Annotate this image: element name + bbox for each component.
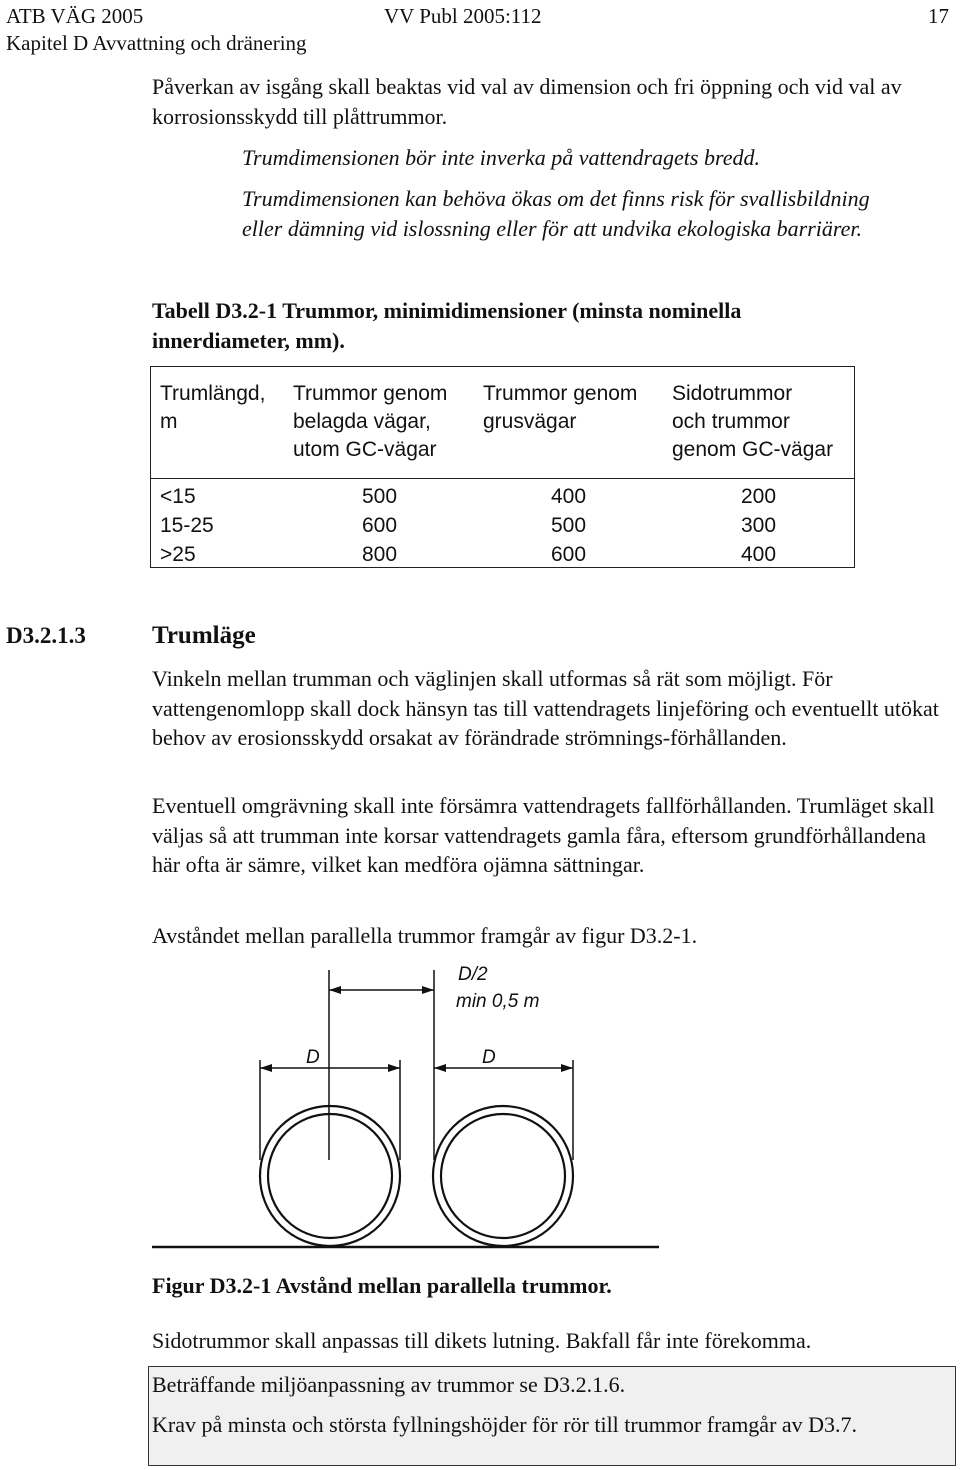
header-publication: VV Publ 2005:112 [384, 4, 542, 28]
table-cell: 500 [362, 485, 398, 508]
pipe-right-inner [441, 1114, 565, 1238]
table-cell: 600 [551, 543, 587, 566]
section-paragraph-2: Eventuell omgrävning skall inte försämra vattendragets fallförhållanden. Trumläget skall väljas så att trumman inte korsar vattendragets gamla fåra, eftersom grundförhållandena här ofta är sämre, vilket kan medföra ojämna sättningar. [152, 793, 935, 877]
header-title: ATB VÄG 2005 [6, 4, 144, 28]
section-number: D3.2.1.3 [6, 623, 86, 648]
pipe-right-outer [433, 1106, 573, 1246]
section-paragraph-3: Avståndet mellan parallella trummor framgår av figur D3.2-1. [152, 923, 698, 948]
table-cell: <15 [160, 485, 196, 508]
page-number: 17 [928, 4, 949, 28]
arrowhead [422, 986, 434, 994]
table-header-4: Sidotrummor och trummor genom GC-vägar [672, 382, 834, 461]
note-1: Beträffande miljöanpassning av trummor se D3.2.1.6. [152, 1372, 626, 1397]
figure-caption: Figur D3.2-1 Avstånd mellan parallella trummor. [152, 1273, 612, 1298]
pipe-left-inner [268, 1114, 392, 1238]
header-chapter: Kapitel D Avvattning och dränering [6, 31, 307, 55]
note-2: Krav på minsta och största fyllningshöjder för rör till trummor framgår av D3.7. [152, 1412, 858, 1437]
table-cell: 400 [741, 543, 777, 566]
table-cell: 400 [551, 485, 587, 508]
italic-note-1: Trumdimensionen bör inte inverka på vattendragets bredd. [242, 145, 760, 170]
after-paragraph: Sidotrummor skall anpassas till dikets lutning. Bakfall får inte förekomma. [152, 1328, 812, 1353]
table-header-3: Trummor genom grusvägar [483, 382, 638, 433]
table-cell: 15-25 [160, 514, 214, 537]
table-header-1: Trumlängd, m [160, 382, 266, 433]
pipe-left-outer [260, 1106, 400, 1246]
table-header-2: Trummor genom belagda vägar, utom GC-vägar [293, 382, 448, 461]
table-cell: 600 [362, 514, 398, 537]
table-cell: >25 [160, 543, 196, 566]
table-cell: 500 [551, 514, 587, 537]
arrowhead [434, 1064, 446, 1072]
arrowhead [561, 1064, 573, 1072]
intro-paragraph: Påverkan av isgång skall beaktas vid val av dimension och fri öppning och vid val av korrosionsskydd till plåttrummor. [152, 74, 902, 129]
table-cell: 800 [362, 543, 398, 566]
table-caption: Tabell D3.2-1 Trummor, minimidimensioner (minsta nominella innerdiameter, mm). [152, 298, 742, 353]
figure-label-spacing: D/2 [458, 964, 488, 985]
table-cell: 300 [741, 514, 777, 537]
arrowhead [388, 1064, 400, 1072]
section-paragraph-1: Vinkeln mellan trumman och väglinjen skall utformas så rät som möjligt. För vattengenomlopp skall dock hänsyn tas till vattendragets linjeföring och eventuellt utökat behov av erosionsskydd orsakat av förändrade strömnings-förhållanden. [152, 666, 939, 750]
arrowhead [329, 986, 341, 994]
figure-label-min: min 0,5 m [456, 991, 540, 1012]
figure-label-d-right: D [482, 1047, 496, 1068]
arrowhead [260, 1064, 272, 1072]
table-cell: 200 [741, 485, 777, 508]
italic-note-2: Trumdimensionen kan behöva ökas om det finns risk för svallisbildning eller dämning vid islossning eller för att undvika ekologiska barriärer. [242, 186, 870, 241]
section-title: Trumläge [152, 622, 256, 649]
figure-label-d-left: D [306, 1047, 320, 1068]
